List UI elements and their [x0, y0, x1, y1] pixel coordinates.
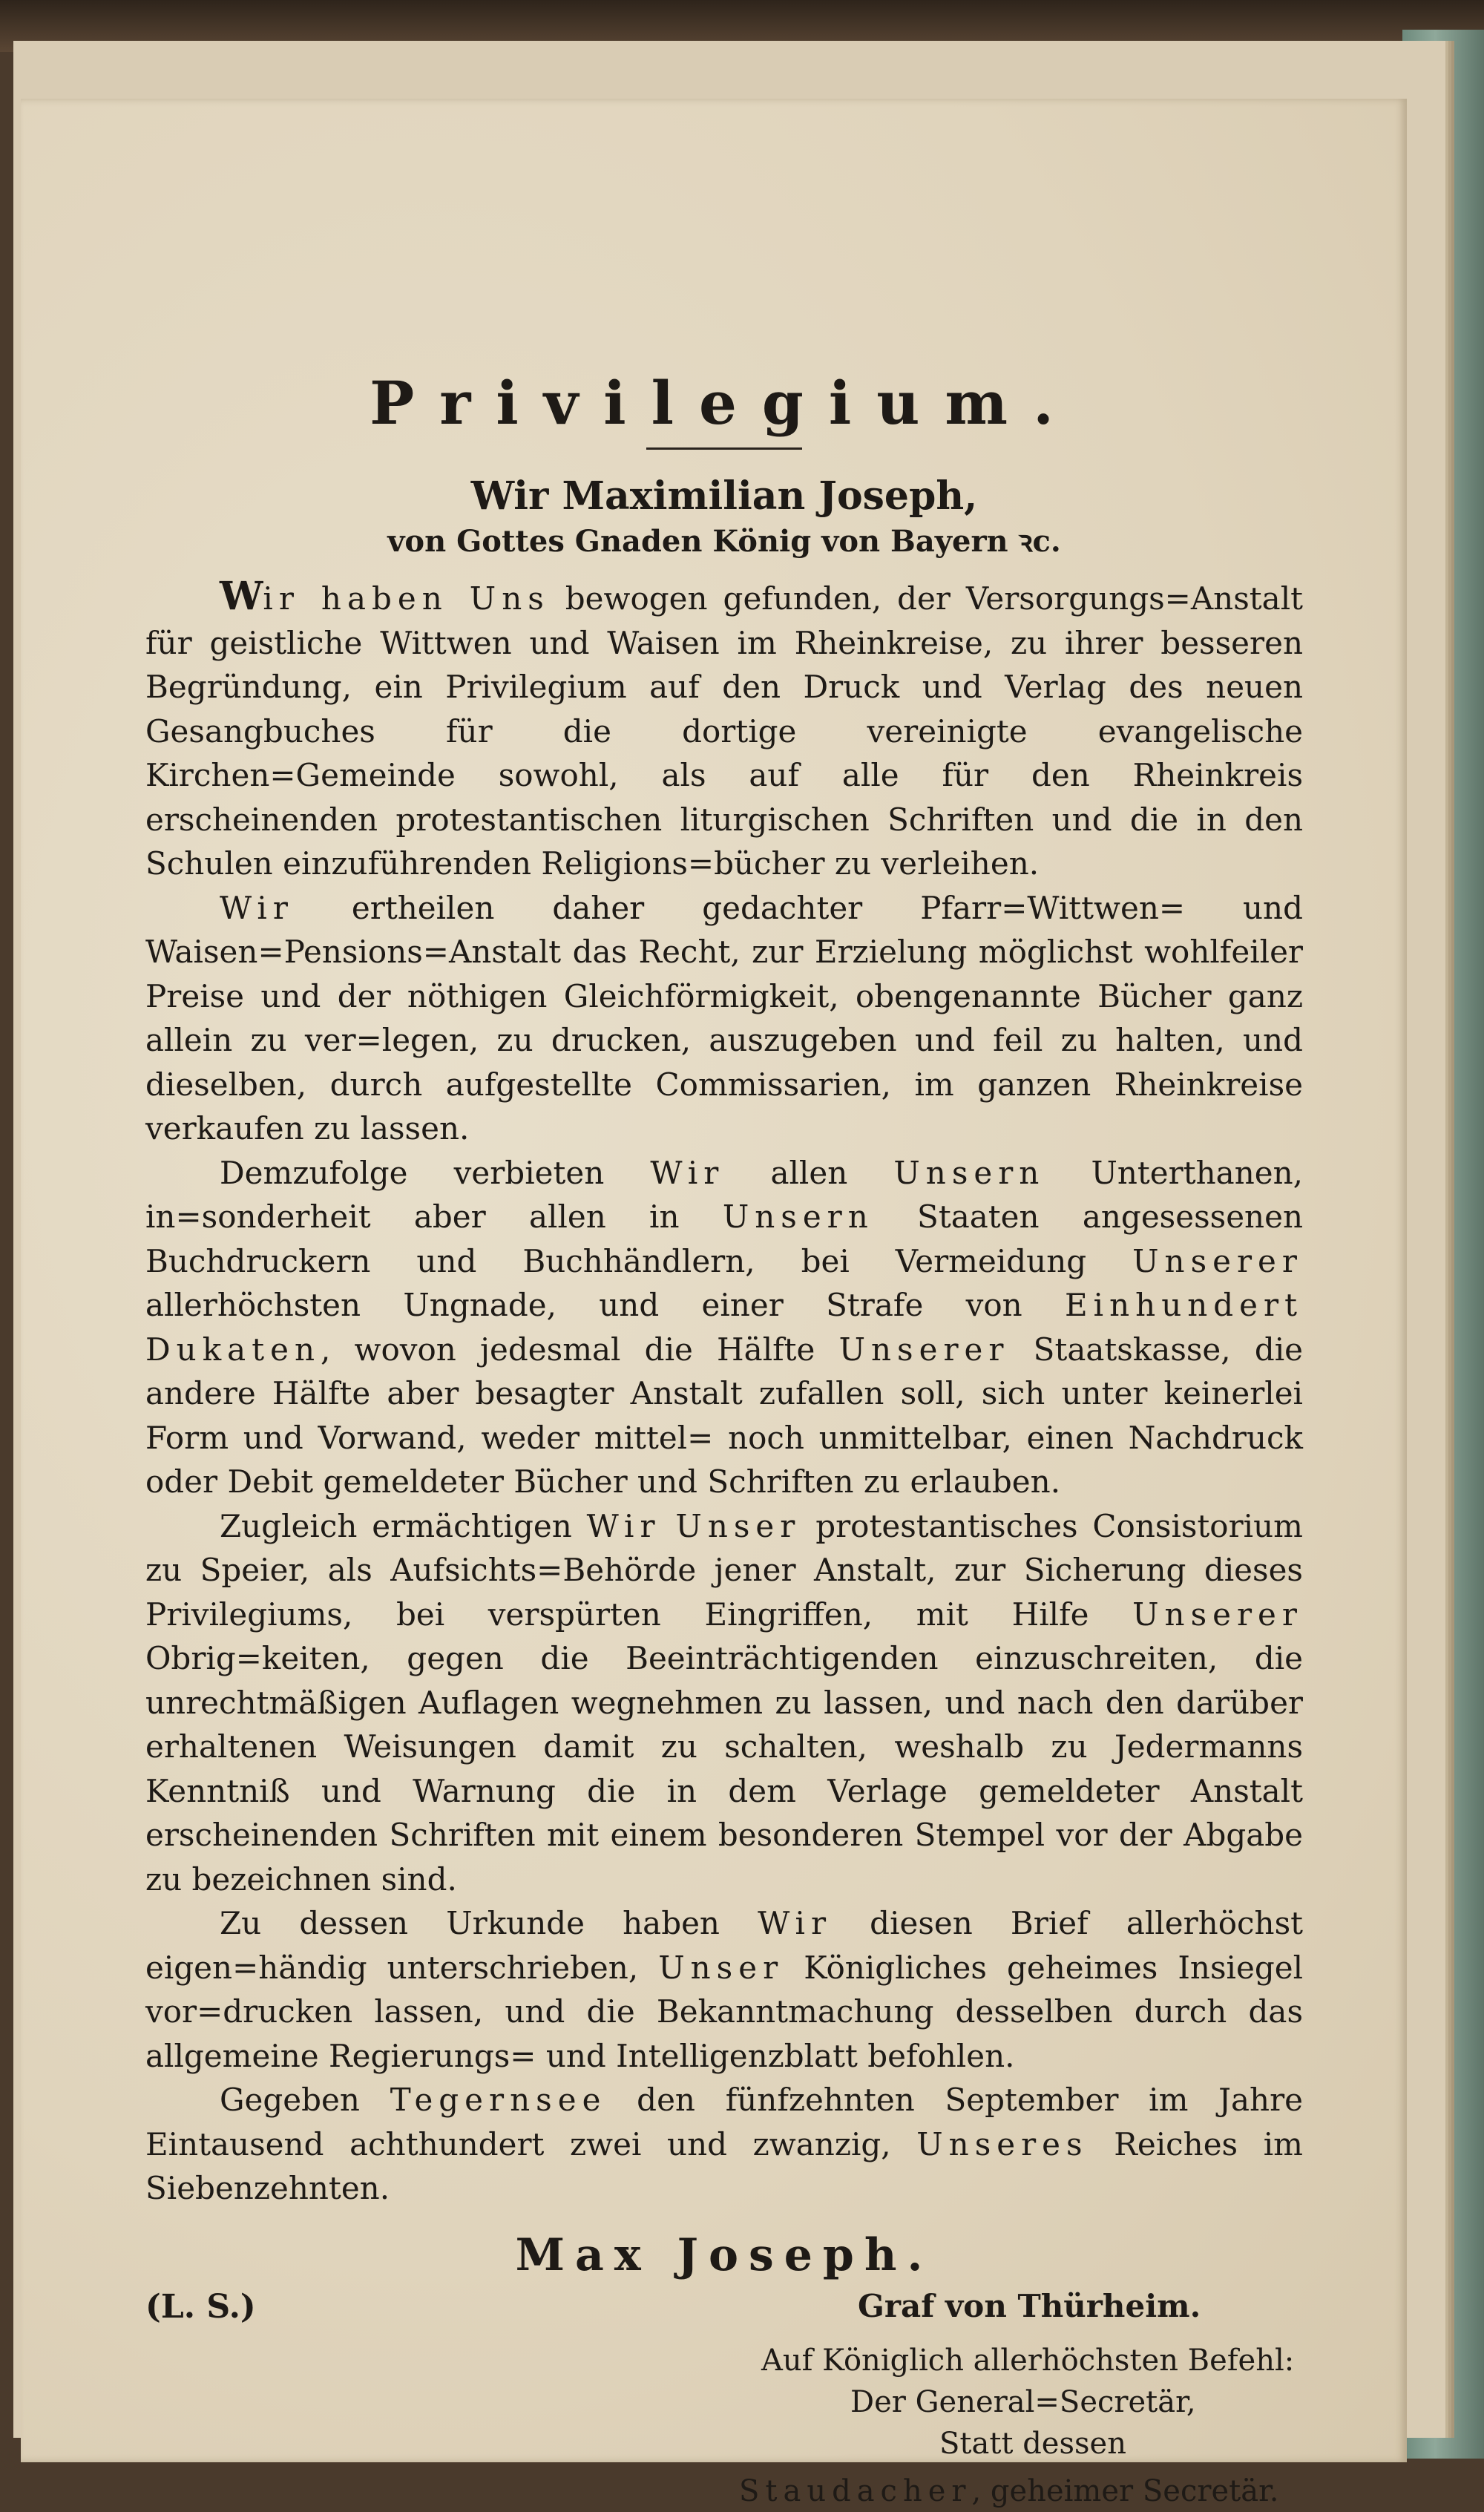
decree-body — [145, 574, 1303, 2211]
paragraph-5: Zu dessen Urkunde haben Wir diesen Brief allerhöchst eigen=händig unterschrieben, Unser Königliches geheimes Insiegel vor=drucken lassen, und die Bekanntmachung desselben durch das allgemeine Regierungs= und Intelligenzblatt befohlen. — [145, 1905, 1303, 2074]
paragraph-2: Wir ertheilen daher gedachter Pfarr=Wittwen= und Waisen=Pensions=Anstalt das Recht, zur Erzielung möglichst wohlfeiler Preise und der nöthigen Gleichförmigkeit, obengenannte Bücher ganz allein zu ver=legen, zu drucken, auszugeben und feil zu halten, und dieselben, durch aufgestellte Commissarien, im ganzen Rheinkreise verkaufen zu lassen. — [145, 889, 1303, 1147]
page-stack — [13, 41, 1445, 2508]
general-secretary: Der General=Secretär, — [850, 2384, 1196, 2419]
page-title: Privilegium. — [370, 368, 1079, 438]
title-rule — [646, 447, 802, 450]
ruler-name: Wir Maximilian Joseph, — [470, 473, 978, 519]
paragraph-6: Gegeben Tegernsee den fünfzehnten September im Jahre Eintausend achthundert zwei und zwanzig, Unseres Reiches im Siebenzehnten. — [145, 2082, 1303, 2206]
seal-row — [145, 2288, 1303, 2340]
paragraph-4: Zugleich ermächtigen Wir Unser protestantisches Consistorium zu Speier, als Aufsichts=Behörde jener Anstalt, zur Sicherung dieses Privilegiums, bei verspürten Eingriffen, mit Hilfe Unserer Obrig=keiten, gegen die Beeinträchtigenden einzuschreiten, die unrechtmäßigen Auflagen wegnehmen zu lassen, und nach den darüber erhaltenen Weisungen damit zu schalten, weshalb zu Jedermanns Kenntniß und Warnung die in dem Verlage gemeldeter Anstalt erscheinenden Schriften mit einem besonderen Stempel vor der Abgabe zu bezeichnen sind. — [145, 1507, 1303, 1898]
countersignature: Graf von Thürheim. — [858, 2287, 1201, 2324]
paragraph-1: Wir haben Uns bewogen gefunden, der Versorgungs=Anstalt für geistliche Wittwen und Waisen im Rheinkreise, zu ihrer besseren Begründung, ein Privilegium auf den Druck und Verlag des neuen Gesangbuches für die dortige vereinigte evangelische Kirchen=Gemeinde sowohl, als auf alle für den Rheinkreis erscheinenden protestantischen liturgischen Schriften und die in den Schulen einzuführenden Religions=bücher zu verleihen. — [145, 574, 1304, 882]
document-page — [21, 99, 1407, 2508]
instead-line: Statt dessen — [939, 2426, 1126, 2461]
order-line: Auf Königlich allerhöchsten Befehl: — [761, 2343, 1295, 2378]
secretary-line — [739, 2470, 1303, 2512]
secretary-title: , geheimer Secretär. — [971, 2473, 1279, 2508]
secretary-name: Staudacher — [739, 2473, 972, 2508]
drop-cap: W — [220, 574, 263, 619]
attestation-block — [739, 2340, 1303, 2512]
seal-mark: (L. S.) — [145, 2287, 256, 2326]
page-content — [145, 321, 1303, 2512]
royal-signature: Max Joseph. — [515, 2229, 933, 2281]
paragraph-3: Demzufolge verbieten Wir allen Unsern Unterthanen, in=sonderheit aber allen in Unsern Staaten angesessenen Buchdruckern und Buchhändlern, bei Vermeidung Unserer allerhöchsten Ungnade, und einer Strafe von Einhundert Dukaten, wovon jedesmal die Hälfte Unserer Staatskasse, die andere Hälfte aber besagter Anstalt zufallen soll, sich unter keinerlei Form und Vorwand, weder mittel= noch unmittelbar, einen Nachdruck oder Debit gemeldeter Bücher und Schriften zu erlauben. — [145, 1154, 1303, 1500]
ruler-title: von Gottes Gnaden König von Bayern ꝛc. — [387, 524, 1061, 559]
